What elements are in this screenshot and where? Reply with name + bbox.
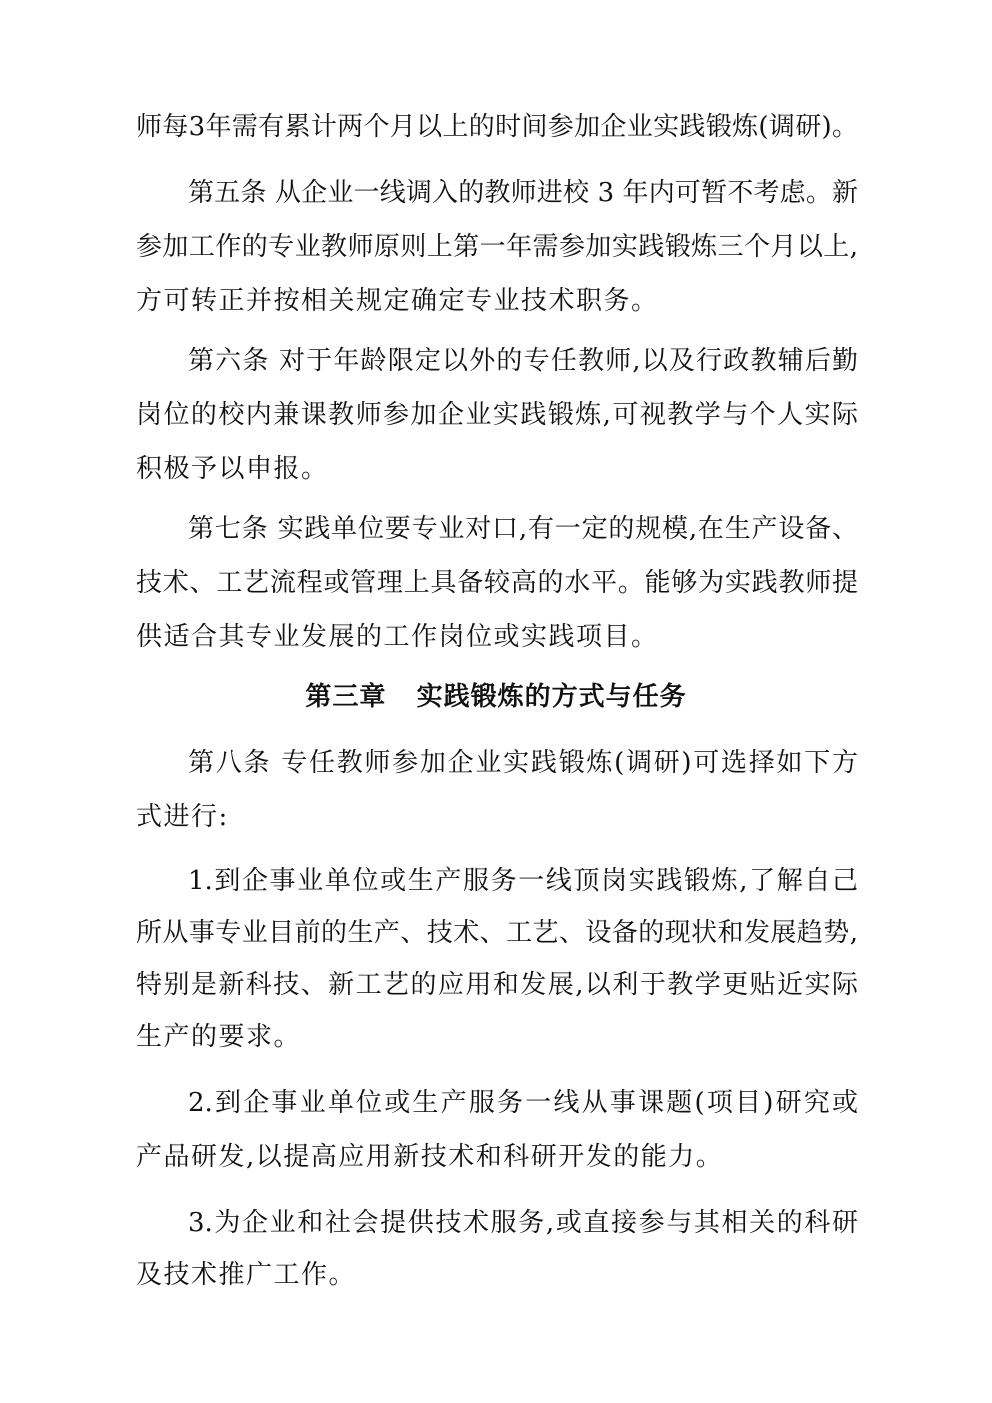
item-1-line-4: 生产的要求。 <box>136 1022 302 1052</box>
item-1-line-1: 1.到企事业单位或生产服务一线顶岗实践锻炼,了解自己 <box>188 866 858 896</box>
paragraph-intro-line-1: 师每3年需有累计两个月以上的时间参加企业实践锻炼(调研)。 <box>136 112 858 142</box>
article-6-line-3: 积极予以申报。 <box>136 454 329 484</box>
item-2-line-1: 2.到企事业单位或生产服务一线从事课题(项目)研究或 <box>188 1088 858 1118</box>
article-8-line-2: 式进行: <box>136 802 229 832</box>
item-1-line-2: 所从事专业目前的生产、技术、工艺、设备的现状和发展趋势, <box>136 918 858 948</box>
article-7-line-1: 第七条 实践单位要专业对口,有一定的规模,在生产设备、 <box>188 514 858 544</box>
article-5-line-3: 方可转正并按相关规定确定专业技术职务。 <box>136 286 659 316</box>
item-2-line-2: 产品研发,以提高应用新技术和科研开发的能力。 <box>136 1142 724 1172</box>
article-7-line-3: 供适合其专业发展的工作岗位或实践项目。 <box>136 622 659 652</box>
item-3-line-1: 3.为企业和社会提供技术服务,或直接参与其相关的科研 <box>188 1208 858 1238</box>
item-1-line-3: 特别是新科技、新工艺的应用和发展,以利于教学更贴近实际 <box>136 970 858 1000</box>
item-3-line-2: 及技术推广工作。 <box>136 1260 357 1290</box>
chapter-3-heading: 第三章 实践锻炼的方式与任务 <box>305 682 687 712</box>
article-5-line-1: 第五条 从企业一线调入的教师进校 3 年内可暂不考虑。新 <box>188 178 858 208</box>
article-7-line-2: 技术、工艺流程或管理上具备较高的水平。能够为实践教师提 <box>136 568 858 598</box>
article-5-line-2: 参加工作的专业教师原则上第一年需参加实践锻炼三个月以上, <box>136 232 858 262</box>
article-8-line-1: 第八条 专任教师参加企业实践锻炼(调研)可选择如下方 <box>188 748 858 778</box>
article-6-line-1: 第六条 对于年龄限定以外的专任教师,以及行政教辅后勤 <box>188 346 858 376</box>
article-6-line-2: 岗位的校内兼课教师参加企业实践锻炼,可视教学与个人实际 <box>136 400 858 430</box>
